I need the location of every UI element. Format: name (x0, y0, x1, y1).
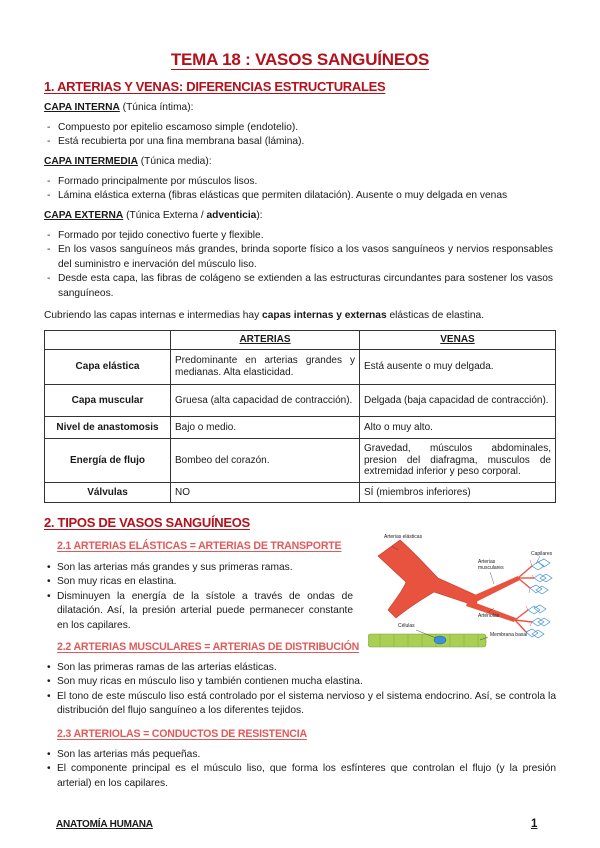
cell-arterias: Gruesa (alta capacidad de contracción). (171, 385, 360, 417)
capa-interna-list (47, 121, 553, 150)
arterioles (515, 566, 534, 632)
list-item: - En los vasos sanguíneos más grandes, brinda soporte físico a los vasos sanguíneos y nervios responsables del suministro e inervación del músculo liso. (47, 243, 553, 272)
list-item: • Disminuyen la energía de la sístole a través de ondas de dilatación. Así, la presión arterial puede permanecer constante en los capilares. (47, 590, 353, 633)
capa-externa-label: CAPA EXTERNA (Túnica Externa / adventicia): (44, 210, 263, 221)
row-label: Capa muscular (45, 385, 171, 417)
table-header-empty (45, 331, 171, 350)
table-header-row (45, 331, 556, 350)
cell-arterias: Predominante en arterias grandes y medianas. Alta elasticidad. (171, 350, 360, 385)
subsection-2-2-heading: 2.2 ARTERIAS MUSCULARES = ARTERIAS DE DISTRIBUCIÓN (57, 641, 360, 653)
label-arterias-elasticas: Arterias elásticas (384, 534, 423, 540)
label-celulas: Células (398, 623, 415, 629)
list-item: - Lámina elástica externa (fibras elásticas que permiten dilatación). Ausente o muy delgada en venas (47, 189, 553, 203)
section2-heading: 2. TIPOS DE VASOS SANGUÍNEOS (44, 515, 250, 530)
list-item: - Compuesto por epitelio escamoso simple (endotelio). (47, 121, 553, 135)
comparison-table (44, 330, 556, 503)
row-label: Capa elástica (45, 350, 171, 385)
elastina-note: Cubriendo las capas internas e intermedias hay capas internas y externas elásticas de elastina. (44, 310, 485, 321)
vessel-diagram (368, 534, 556, 666)
list-item: • El tono de este músculo liso está controlado por el sistema nervioso y el sistema endocrino. Así, se controla la distribución del flujo sanguíneo a los diferentes tejidos. (47, 690, 556, 719)
section1-heading: 1. ARTERIAS Y VENAS: DIFERENCIAS ESTRUCTURALES (44, 79, 386, 94)
capa-intermedia-label: CAPA INTERMEDIA (Túnica media): (44, 156, 212, 167)
list-item: • Son muy ricas en elastina. (47, 575, 353, 589)
footer-course: ANATOMÍA HUMANA (56, 819, 153, 830)
list-item: • Son las arterias más grandes y sus primeras ramas. (47, 561, 353, 575)
list-item: - Está recubierta por una fina membrana basal (lámina). (47, 135, 553, 149)
vessel-diagram-svg (368, 534, 556, 666)
subsection-2-3-list (47, 748, 556, 791)
capillary-tube (368, 634, 486, 647)
list-item: • Son las primeras ramas de las arterias elásticas. (47, 661, 556, 675)
list-item: • Son las arterias más pequeñas. (47, 748, 556, 762)
page-title: TEMA 18 : VASOS SANGUÍNEOS (170, 50, 430, 69)
subsection-2-1-heading: 2.1 ARTERIAS ELÁSTICAS = ARTERIAS DE TRANSPORTE (57, 540, 342, 552)
list-item: - Formado principalmente por músculos lisos. (47, 175, 553, 189)
label-membrana-basal: Membrana basal (490, 632, 528, 638)
list-item: • El componente principal es el músculo liso, que forma los esfínteres que controlan el flujo (y la presión arterial) en los capilares. (47, 762, 556, 791)
elastic-artery-shape (378, 540, 478, 618)
muscular-artery-upper (468, 576, 520, 604)
capa-externa-list (47, 229, 553, 301)
subsection-2-1-list (47, 561, 353, 633)
table-row (45, 417, 556, 439)
row-label: Energía de flujo (45, 439, 171, 483)
list-item: • Son muy ricas en músculo liso y también contienen mucha elastina. (47, 675, 556, 689)
list-item: - Formado por tejido conectivo fuerte y flexible. (47, 229, 553, 243)
table-row (45, 385, 556, 417)
footer-page-number: 1 (531, 818, 538, 830)
label-arterias-musculares: Arterias musculares (478, 559, 504, 571)
table-row (45, 483, 556, 503)
row-label: Válvulas (45, 483, 171, 503)
capa-interna-label: CAPA INTERNA (Túnica íntima): (44, 102, 194, 113)
table-row (45, 350, 556, 385)
table-header-venas: VENAS (360, 331, 556, 350)
cell-venas: Gravedad, músculos abdominales, presion del diafragma, musculos de extremidad inferior y peso corporal. (360, 439, 556, 483)
row-label: Nivel de anastomosis (45, 417, 171, 439)
cell-venas: Delgada (baja capacidad de contracción). (360, 385, 556, 417)
capillaries (526, 559, 552, 638)
subsection-2-2-list (47, 661, 556, 719)
cell-venas: SÍ (miembros inferiores) (360, 483, 556, 503)
subsection-2-3-heading: 2.3 ARTERIOLAS = CONDUCTOS DE RESISTENCIA (57, 728, 307, 740)
cell-arterias: Bajo o medio. (171, 417, 360, 439)
cell-arterias: NO (171, 483, 360, 503)
capa-intermedia-list (47, 175, 553, 204)
table-row (45, 439, 556, 483)
cell-venas: Está ausente o muy delgada. (360, 350, 556, 385)
label-capilares: Capilares (531, 551, 553, 557)
table-header-arterias: ARTERIAS (171, 331, 360, 350)
label-arteriolas: Arteriolas (478, 613, 500, 619)
cell-arterias: Bombeo del corazón. (171, 439, 360, 483)
cell-nucleus (434, 636, 446, 644)
cell-venas: Alto o muy alto. (360, 417, 556, 439)
list-item: - Desde esta capa, las fibras de colágeno se extienden a las estructuras circundantes para sostener los vasos sanguíneos. (47, 272, 553, 301)
